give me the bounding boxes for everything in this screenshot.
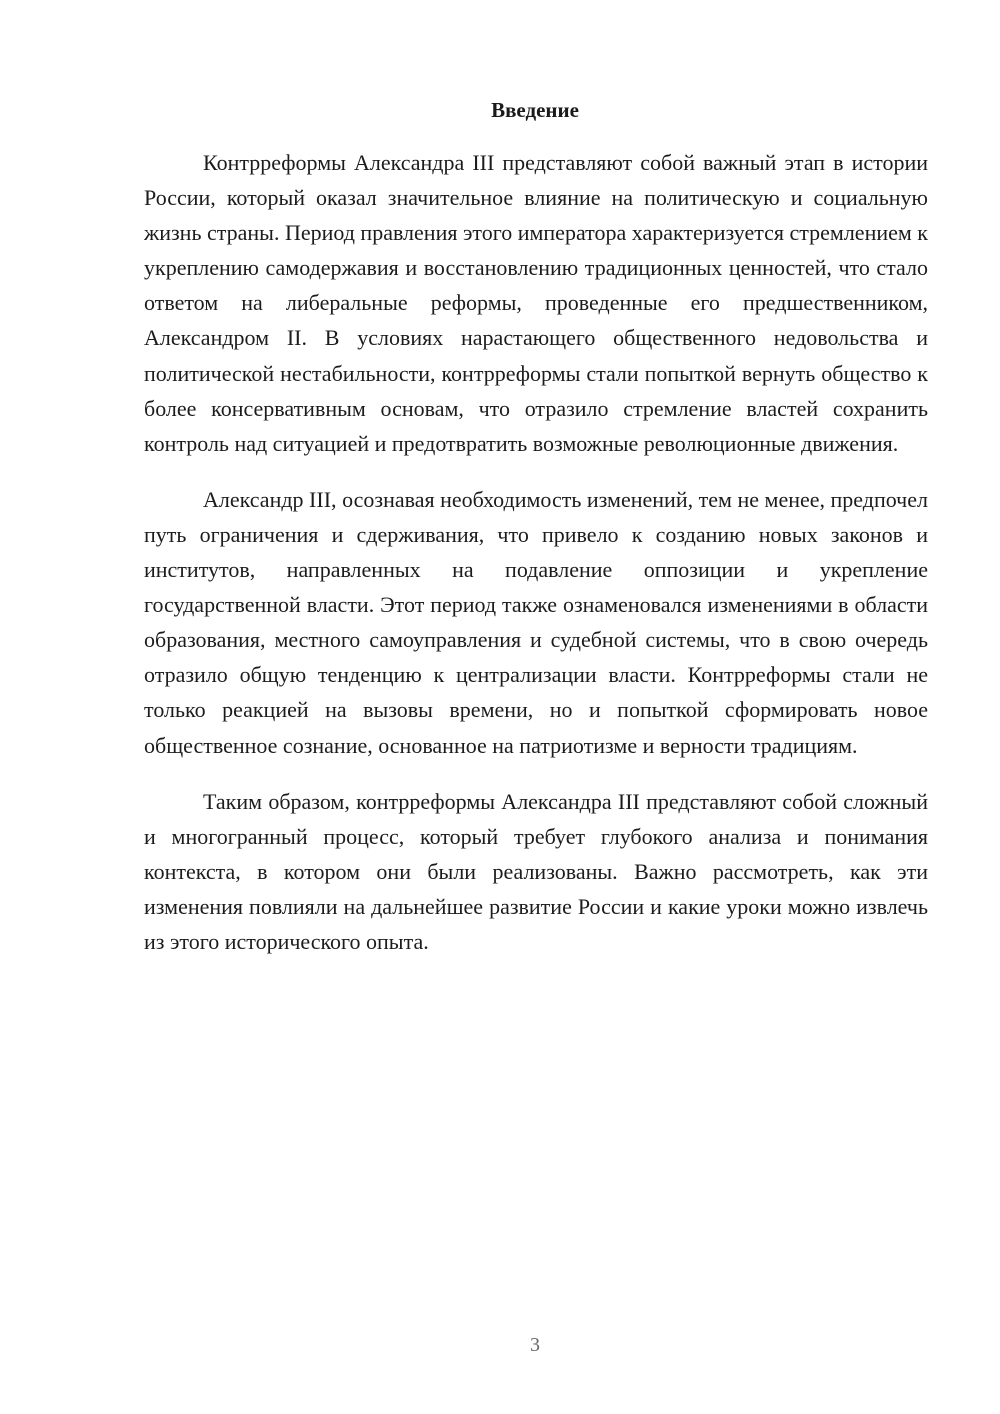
section-heading: Введение [491, 98, 579, 122]
paragraph-2: Александр III, осознавая необходимость изменений, тем не менее, предпочел путь ограничения и сдерживания, что привело к созданию новых законов и институтов, направленных на подавление оппозиции и укрепление государственной власти. Этот период также ознаменовался изменениями в области образования, местного самоуправления и судебной системы, что в свою очередь отразило общую тенденцию к централизации власти. Контрреформы стали не только реакцией на вызовы времени, но и попыткой сформировать новое общественное сознание, основанное на патриотизме и верности традициям. [144, 486, 928, 758]
paragraph-3: Таким образом, контрреформы Александра III представляют собой сложный и многогранный процесс, который требует глубокого анализа и понимания контекста, в котором они были реализованы. Важно рассмотреть, как эти изменения повлияли на дальнейшее развитие России и какие уроки можно извлечь из этого исторического опыта. [144, 788, 928, 954]
page-number: 3 [530, 1334, 540, 1356]
paragraph-1: Контрреформы Александра III представляют собой важный этап в истории России, который оказал значительное влияние на политическую и социальную жизнь страны. Период правления этого императора характеризуется стремлением к укреплению самодержавия и восстановлению традиционных ценностей, что стало ответом на либеральные реформы, проведенные его предшественником, Александром II. В условиях нарастающего общественного недовольства и политической нестабильности, контрреформы стали попыткой вернуть общество к более консервативным основам, что отразило стремление властей сохранить контроль над ситуацией и предотвратить возможные революционные движения. [144, 150, 928, 456]
body-text [144, 145, 928, 980]
